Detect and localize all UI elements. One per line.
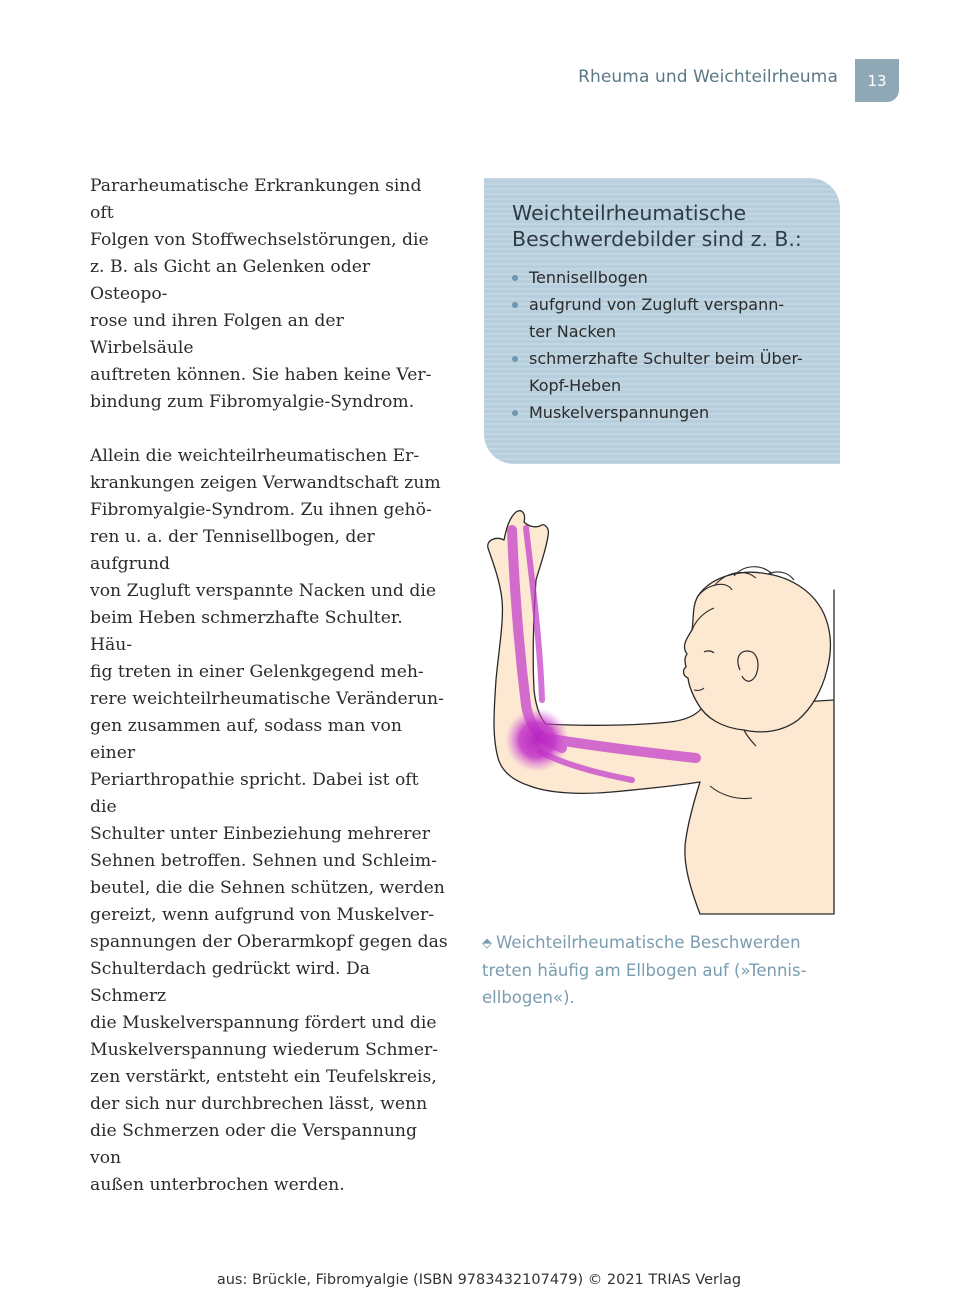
infobox-beschwerdebilder [484,178,840,464]
text-line: auftreten können. Sie haben keine Ver- [90,365,432,385]
text-line: Pararheumatische Erkrankungen sind oft [90,176,422,223]
list-item [512,345,820,399]
text-line: beim Heben schmerzhafte Schulter. Häu- [90,608,403,655]
bullet-icon [512,302,518,308]
running-head: Rheuma und Weichteilrheuma [578,67,838,87]
list-item-text: Kopf-Heben [529,376,622,395]
paragraph-weichteilrheuma [90,443,450,1199]
text-line: Schulter unter Einbeziehung mehrerer [90,824,430,844]
text-line: außen unterbrochen werden. [90,1175,345,1195]
list-item-text: schmerzhafte Schulter beim Über- [529,349,803,368]
infobox-title-line: Beschwerdebilder sind z. B.: [512,227,802,251]
list-item [512,399,820,426]
text-line: krankungen zeigen Verwandtschaft zum [90,473,441,493]
page-number-tab: 13 [855,59,899,102]
infobox-list [512,264,820,426]
caption-line: ellbogen«). [482,988,575,1007]
caption-line: treten häufig am Ellbogen auf (»Tennis- [482,961,807,980]
head [684,567,831,732]
body-text-column [90,173,450,1199]
text-line: Schulterdach gedrückt wird. Da Schmerz [90,959,370,1006]
list-item-text: aufgrund von Zugluft verspann- [529,295,785,314]
text-line: der sich nur durchbrechen lässt, wenn [90,1094,428,1114]
source-footer: aus: Brückle, Fibromyalgie (ISBN 9783432107479) © 2021 TRIAS Verlag [216,1272,742,1288]
elbow-inflammation [505,708,569,772]
list-item [512,264,820,291]
figure-caption [482,929,832,1011]
arrow-up-icon: ⬘ [482,936,492,951]
text-line: die Schmerzen oder die Verspannung von [90,1121,417,1168]
text-line: rere weichteilrheumatische Veränderun- [90,689,444,709]
infobox-title [512,200,820,252]
bullet-icon [512,356,518,362]
bullet-icon [512,275,518,281]
text-line: Allein die weichteilrheumatischen Er- [90,446,420,466]
list-item-text: ter Nacken [529,322,617,341]
infobox-title-line: Weichteilrheumatische [512,201,747,225]
bullet-icon [512,410,518,416]
tennis-elbow-illustration [482,500,838,918]
text-line: fig treten in einer Gelenkgegend meh- [90,662,424,682]
text-line: Muskelverspannung wiederum Schmer- [90,1040,439,1060]
text-line: Sehnen betroffen. Sehnen und Schleim- [90,851,437,871]
text-line: Periarthropathie spricht. Dabei ist oft die [90,770,419,817]
list-item-text: Tennisellbogen [529,268,648,287]
caption-line: Weichteilrheumatische Beschwerden [496,933,801,952]
text-line: die Muskelverspannung fördert und die [90,1013,437,1033]
text-line: ren u. a. der Tennisellbogen, der aufgrund [90,527,375,574]
text-line: von Zugluft verspannte Nacken und die [90,581,437,601]
list-item [512,291,820,345]
paragraph-gap [90,416,450,443]
text-line: bindung zum Fibromyalgie-Syndrom. [90,392,415,412]
text-line: spannungen der Oberarmkopf gegen das [90,932,448,952]
text-line: z. B. als Gicht an Gelenken oder Osteopo- [90,257,371,304]
text-line: beutel, die die Sehnen schützen, werden [90,878,445,898]
text-line: zen verstärkt, entsteht ein Teufelskreis, [90,1067,437,1087]
list-item-text: Muskelverspannungen [529,403,710,422]
text-line: rose und ihren Folgen an der Wirbelsäule [90,311,344,358]
text-line: gen zusammen auf, sodass man von einer [90,716,402,763]
text-line: Folgen von Stoffwechselstörungen, die [90,230,429,250]
text-line: Fibromyalgie-Syndrom. Zu ihnen gehö- [90,500,432,520]
paragraph-pararheumatisch [90,173,450,416]
text-line: gereizt, wenn aufgrund von Muskelver- [90,905,435,925]
